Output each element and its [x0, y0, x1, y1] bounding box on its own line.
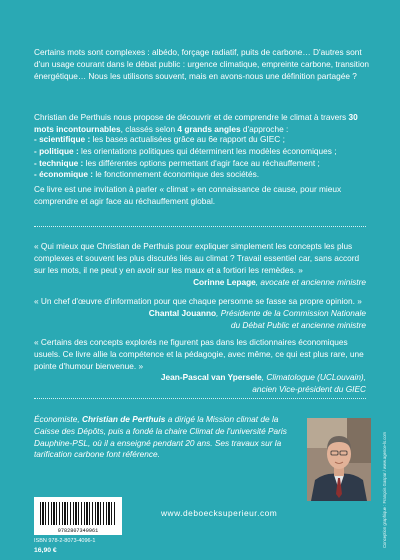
quote-attribution-van-ypersele: [161, 372, 366, 396]
divider-bottom: [34, 398, 366, 399]
quote-author-role-line-2: du Débat Public et ancienne ministre: [230, 319, 366, 330]
list-item: [34, 134, 372, 146]
list-item-key: - économique :: [34, 169, 94, 180]
list-item-key: - scientifique :: [34, 134, 91, 144]
intro-paragraph-2: [34, 112, 372, 136]
list-item-key: - technique :: [34, 157, 84, 168]
list-item-text: les différentes options permettant d'agir face au réchauffement ;: [83, 157, 320, 168]
list-item-key: - politique :: [34, 145, 79, 156]
intro-p2-mid: , classés selon: [120, 123, 178, 134]
list-item: [34, 158, 372, 170]
intro-p2-start: Christian de Perthuis nous propose de découvrir et de comprendre le climat à travers: [34, 112, 349, 122]
intro-p2-end: d'approche :: [240, 123, 289, 134]
angles-list: [34, 134, 372, 181]
quote-author-name: Corinne Lepage: [193, 277, 256, 287]
list-item-text: les bases actualisées grâce au 6e rapport du GIEC ;: [90, 134, 285, 144]
intro-p2-bold-words: 30 mots incontournables: [34, 112, 358, 134]
author-bio: [34, 414, 292, 461]
quote-author-role: , Présidente de la Commission Nationale: [216, 308, 366, 318]
author-photo: [307, 418, 371, 501]
quote-attribution-lepage: [193, 277, 366, 289]
quote-author-role: , Climatologue (UCLouvain),: [261, 372, 366, 382]
design-credits: Conception graphique : François Gaspar / www.agence-ls.com: [382, 431, 387, 548]
publisher-website-link[interactable]: www.deboecksuperieur.com: [161, 508, 278, 518]
list-item-text: le fonctionnement économique des sociétés.: [93, 169, 260, 180]
quote-van-ypersele: « Certains des concepts explorés ne figurent pas dans les dictionnaires économiques usuels. Ce livre allie la compétence et la pédagogie, avec même, ce qui est plus rare, une pointe d'humour bienvenue. »: [34, 337, 364, 371]
bio-start: Économiste,: [34, 414, 82, 424]
list-item: [34, 146, 372, 158]
bio-end: a dirigé la Mission climat de la Caisse des Dépôts, puis a fondé la chaire Climat de l'université Paris Dauphine-PSL, où il a enseigné pendant 20 ans. Ses travaux sur la tarification carbone font référence.: [34, 414, 287, 460]
author-portrait-image: [307, 418, 371, 501]
barcode-bars: [40, 502, 116, 525]
barcode: [34, 497, 122, 535]
quote-author-role-line-2: ancien Vice-président du GIEC: [252, 383, 366, 394]
quote-jouanno: « Un chef d'œuvre d'information pour que chaque personne se fasse sa propre opinion. »: [34, 296, 362, 306]
quote-attribution-jouanno: [149, 308, 366, 332]
divider-top: [34, 226, 366, 227]
list-item-text: les orientations politiques qui déterminent les modèles économiques ;: [78, 145, 337, 156]
quote-author-name: Jean-Pascal van Ypersele: [160, 372, 262, 382]
bio-author-name: Christian de Perthuis: [81, 414, 166, 424]
price: 16,90 €: [34, 547, 57, 554]
intro-paragraph-3: Ce livre est une invitation à parler « climat » en connaissance de cause, pour mieux comprendre et agir face au réchauffement global.: [34, 184, 342, 206]
list-item: [34, 169, 372, 181]
quote-lepage: « Qui mieux que Christian de Perthuis pour expliquer simplement les concepts les plus complexes et souvent les plus discutés liés au climat ? Travail essentiel car, sans accord sur les mots, il ne peut y en avoir sur les maux et a fortiori les remèdes. »: [34, 241, 360, 275]
quote-author-role: , avocate et ancienne ministre: [255, 277, 366, 287]
intro-p2-bold-angles: 4 grands angles: [177, 123, 241, 134]
quote-author-name: Chantal Jouanno: [148, 308, 217, 318]
intro-paragraph-1: Certains mots sont complexes : albédo, forçage radiatif, puits de carbone… D'autres sont d'un usage courant dans le débat public : urgence climatique, empreinte carbone, transition énergétique… Nous les utilisons souvent, mais en avons-nous une définition partagée ?: [34, 47, 370, 81]
isbn: ISBN 978-2-8073-4096-1: [34, 538, 96, 544]
barcode-number: 9782807340961: [57, 528, 99, 534]
